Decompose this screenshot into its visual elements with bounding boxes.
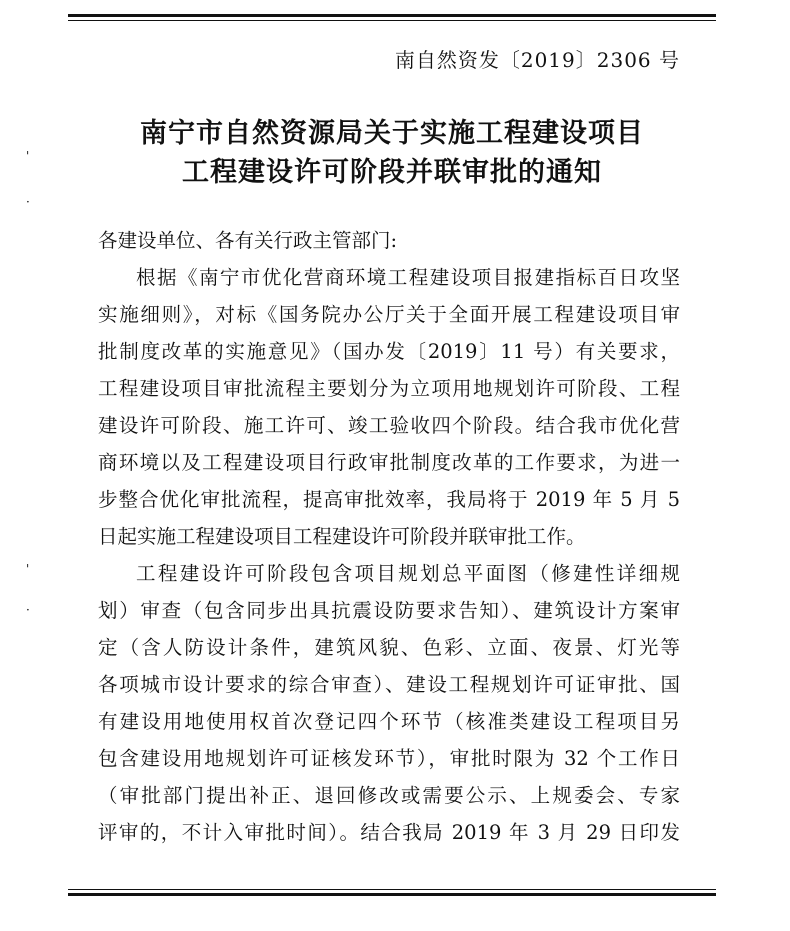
top-rule-thick	[68, 14, 716, 17]
document-title-line-2: 工程建设许可阶段并联审批的通知	[182, 157, 602, 188]
binding-mark: '	[26, 149, 30, 163]
paragraph-1-line: 实施细则》，对标《国务院办公厅关于全面开展工程建设项目审	[98, 303, 680, 326]
paragraph-2-line: 包含建设用地规划许可证核发环节），审批时限为 32 个工作日	[98, 747, 680, 770]
binding-mark: ·	[26, 195, 30, 209]
paragraph-2-line: 定（含人防设计条件，建筑风貌、色彩、立面、夜景、灯光等	[98, 636, 680, 659]
paragraph-1-line: 批制度改革的实施意见》（国办发〔2019〕11 号）有关要求，	[98, 340, 680, 363]
paragraph-2-line: 工程建设许可阶段包含项目规划总平面图（修建性详细规	[136, 562, 680, 585]
paragraph-2-line: 各项城市设计要求的综合审查）、建设工程规划许可证审批、国	[98, 673, 680, 696]
document-number: 南自然资发〔2019〕2306 号	[394, 48, 680, 72]
paragraph-1-line: 根据《南宁市优化营商环境工程建设项目报建指标百日攻坚	[136, 266, 680, 289]
top-rule-thin	[68, 20, 716, 21]
paragraph-1-line: 步整合优化审批流程，提高审批效率，我局将于 2019 年 5 月 5	[98, 488, 680, 511]
paragraph-1-line: 商环境以及工程建设项目行政审批制度改革的工作要求，为进一	[98, 451, 680, 474]
salutation: 各建设单位、各有关行政主管部门:	[98, 229, 398, 252]
binding-mark: '	[26, 562, 30, 576]
paragraph-1-line: 日起实施工程建设项目工程建设许可阶段并联审批工作。	[98, 525, 586, 548]
document-title-line-1: 南宁市自然资源局关于实施工程建设项目	[140, 118, 644, 149]
paragraph-2-line: 评审的，不计入审批时间）。结合我局 2019 年 3 月 29 日印发	[98, 821, 680, 844]
bottom-rule-thick	[68, 893, 716, 896]
paragraph-2-line: 划）审查（包含同步出具抗震设防要求告知）、建筑设计方案审	[98, 599, 680, 622]
paragraph-1-line: 建设许可阶段、施工许可、竣工验收四个阶段。结合我市优化营	[98, 414, 680, 437]
bottom-rule-thin	[68, 889, 716, 890]
paragraph-1-line: 工程建设项目审批流程主要划分为立项用地规划许可阶段、工程	[98, 377, 680, 400]
binding-mark: ·	[26, 603, 30, 617]
paragraph-2-line: 有建设用地使用权首次登记四个环节（核准类建设工程项目另	[98, 710, 680, 733]
paragraph-2-line: （审批部门提出补正、退回修改或需要公示、上规委会、专家	[98, 784, 680, 807]
